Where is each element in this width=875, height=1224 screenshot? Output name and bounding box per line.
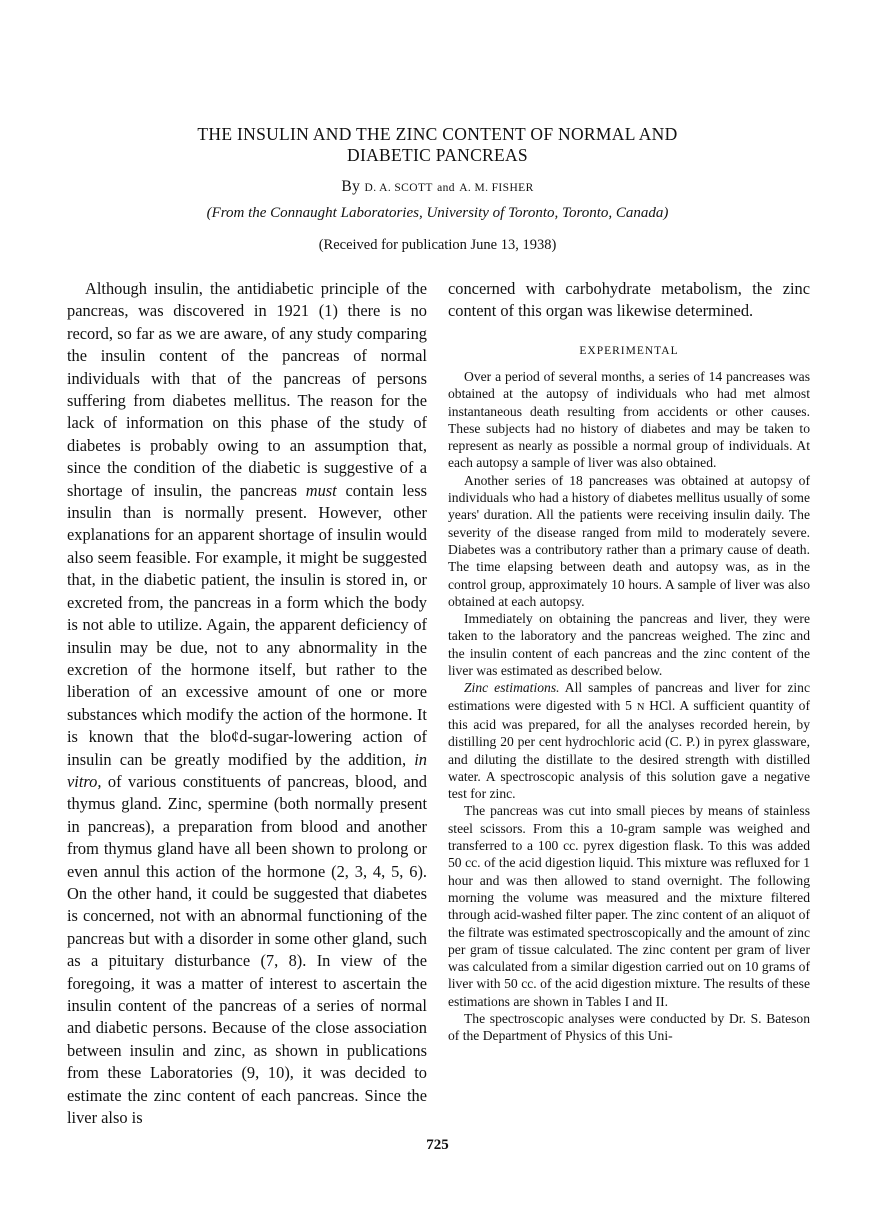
- normality-symbol: N: [636, 701, 645, 713]
- intro-text-b: contain less insulin than is normally present. However, other explanations for an apparent shortage of insulin would also seem feasible. For example, it might be suggested that, in the diabetic patient, the insulin is stored in, or excreted from, the pancreas in a form which the body is not able to utilize. Again, the apparent deficiency of insulin may be due, not to any abnormality in the excretion of the hormone itself, but rather to the liberation of an excessive amount of one or more substances which modify the action of the hormone. It is known that the blo¢d-sugar-lowering action of insulin can be greatly modified by the addition,: [67, 480, 427, 769]
- zinc-text-b: HCl. A sufficient quantity of this acid was prepared, for all the analyses recorded herein, by distilling 20 per cent hydrochloric acid (C. P.) in pyrex glassware, and diluting the distillate to the desired strength with distilled water. A spectroscopic analysis of this solution gave a negative test for zinc.: [448, 697, 810, 802]
- and-label: and: [437, 182, 455, 194]
- title-line-1: THE INSULIN AND THE ZINC CONTENT OF NORMAL AND: [197, 124, 678, 144]
- experimental-paragraph-3: Immediately on obtaining the pancreas and liver, they were taken to the laboratory and the pancreas weighed. The zinc and the insulin content of each pancreas and the zinc content of the liver was estimated as described below.: [448, 611, 810, 679]
- continuation-text: concerned with carbohydrate metabolism, the zinc content of this organ was likewise determined.: [448, 279, 810, 321]
- experimental-paragraph-5: The pancreas was cut into small pieces by means of stainless steel scissors. From this a 10-gram sample was weighed and transferred to a 100 cc. pyrex digestion flask. To this was added 50 cc. of the acid digestion liquid. This mixture was refluxed for 1 hour and was then allowed to stand overnight. The following morning the volume was measured and the mixture filtered through acid-washed filter paper. The zinc content of an aliquot of the filtrate was estimated spectroscopically and the amount of zinc per gram of tissue calculated. The zinc content per gram of liver was calculated from a similar digestion carried out on 10 grams of liver with 50 cc. of the acid digestion mixture. The results of these estimations are shown in Tables I and II.: [448, 803, 810, 1009]
- intro-text-a: Although insulin, the antidiabetic principle of the pancreas, was discovered in 1921 (1) there is no record, so far as we are aware, of any study comparing the insulin content of the pancreas of normal individuals with that of the pancreas of persons suffering from diabetes mellitus. The reason for the lack of information on this phase of the study of diabetes is probably owing to an assumption that, since the condition of the diabetic is suggestive of a shortage of insulin, the pancreas: [67, 279, 427, 500]
- zinc-estimations-label: Zinc estimations.: [464, 680, 560, 696]
- page-number: 725: [426, 1137, 449, 1153]
- experimental-paragraph-4: [448, 679, 810, 802]
- author-line: [100, 178, 775, 196]
- author-1: D. A. SCOTT: [364, 182, 433, 194]
- right-column-continuation: [448, 278, 810, 323]
- right-column: [448, 368, 810, 1045]
- zinc-text-a: All samples of pancreas and liver for zinc estimations were digested with 5: [448, 680, 810, 713]
- by-label: By: [341, 178, 361, 195]
- received-date: (Received for publication June 13, 1938): [318, 237, 557, 253]
- emphasis-in-vitro: in vitro,: [67, 749, 427, 791]
- experimental-paragraph-6: The spectroscopic analyses were conducted by Dr. S. Bateson of the Department of Physics of this Uni-: [448, 1010, 810, 1044]
- author-2: A. M. FISHER: [459, 182, 534, 194]
- left-column: [67, 278, 427, 1129]
- title-line-2: DIABETIC PANCREAS: [347, 145, 528, 165]
- emphasis-must: must: [305, 480, 337, 500]
- affiliation: (From the Connaught Laboratories, University of Toronto, Toronto, Canada): [206, 205, 669, 221]
- section-heading-experimental: EXPERIMENTAL: [579, 345, 679, 357]
- intro-text-c: of various constituents of pancreas, blood, and thymus gland. Zinc, spermine (both normally present in pancreas), a preparation from blood and another from thymus gland have all been shown to prolong or even annul this action of the hormone (2, 3, 4, 5, 6). On the other hand, it could be suggested that diabetes is concerned, not with an abnormal functioning of the pancreas but with a disorder in some other gland, such as a pituitary disturbance (7, 8). In view of the foregoing, it was a matter of interest to ascertain the insulin content of the pancreas of a series of normal and diabetic persons. Because of the close association between insulin and zinc, as shown in publications from these Laboratories (9, 10), it was decided to estimate the zinc content of each pancreas. Since the liver also is: [67, 771, 427, 1128]
- intro-paragraph: [67, 278, 427, 1129]
- experimental-paragraph-1: Over a period of several months, a series of 14 pancreases was obtained at the autopsy of individuals who had met almost instantaneous death resulting from accidents or other causes. These subjects had no history of diabetes and may be taken to represent as nearly as possible a normal group of individuals. At each autopsy a sample of liver was also obtained.: [448, 369, 810, 471]
- article-title: [100, 124, 775, 166]
- experimental-paragraph-2: Another series of 18 pancreases was obtained at autopsy of individuals who had a history of diabetes mellitus usually of some years' duration. All the patients were receiving insulin daily. The severity of the disease ranged from mild to moderately severe. Diabetes was a contributory rather than a primary cause of death. The time elapsing between death and autopsy was, as in the control group, approximately 10 hours. A sample of liver was also obtained at each autopsy.: [448, 472, 810, 609]
